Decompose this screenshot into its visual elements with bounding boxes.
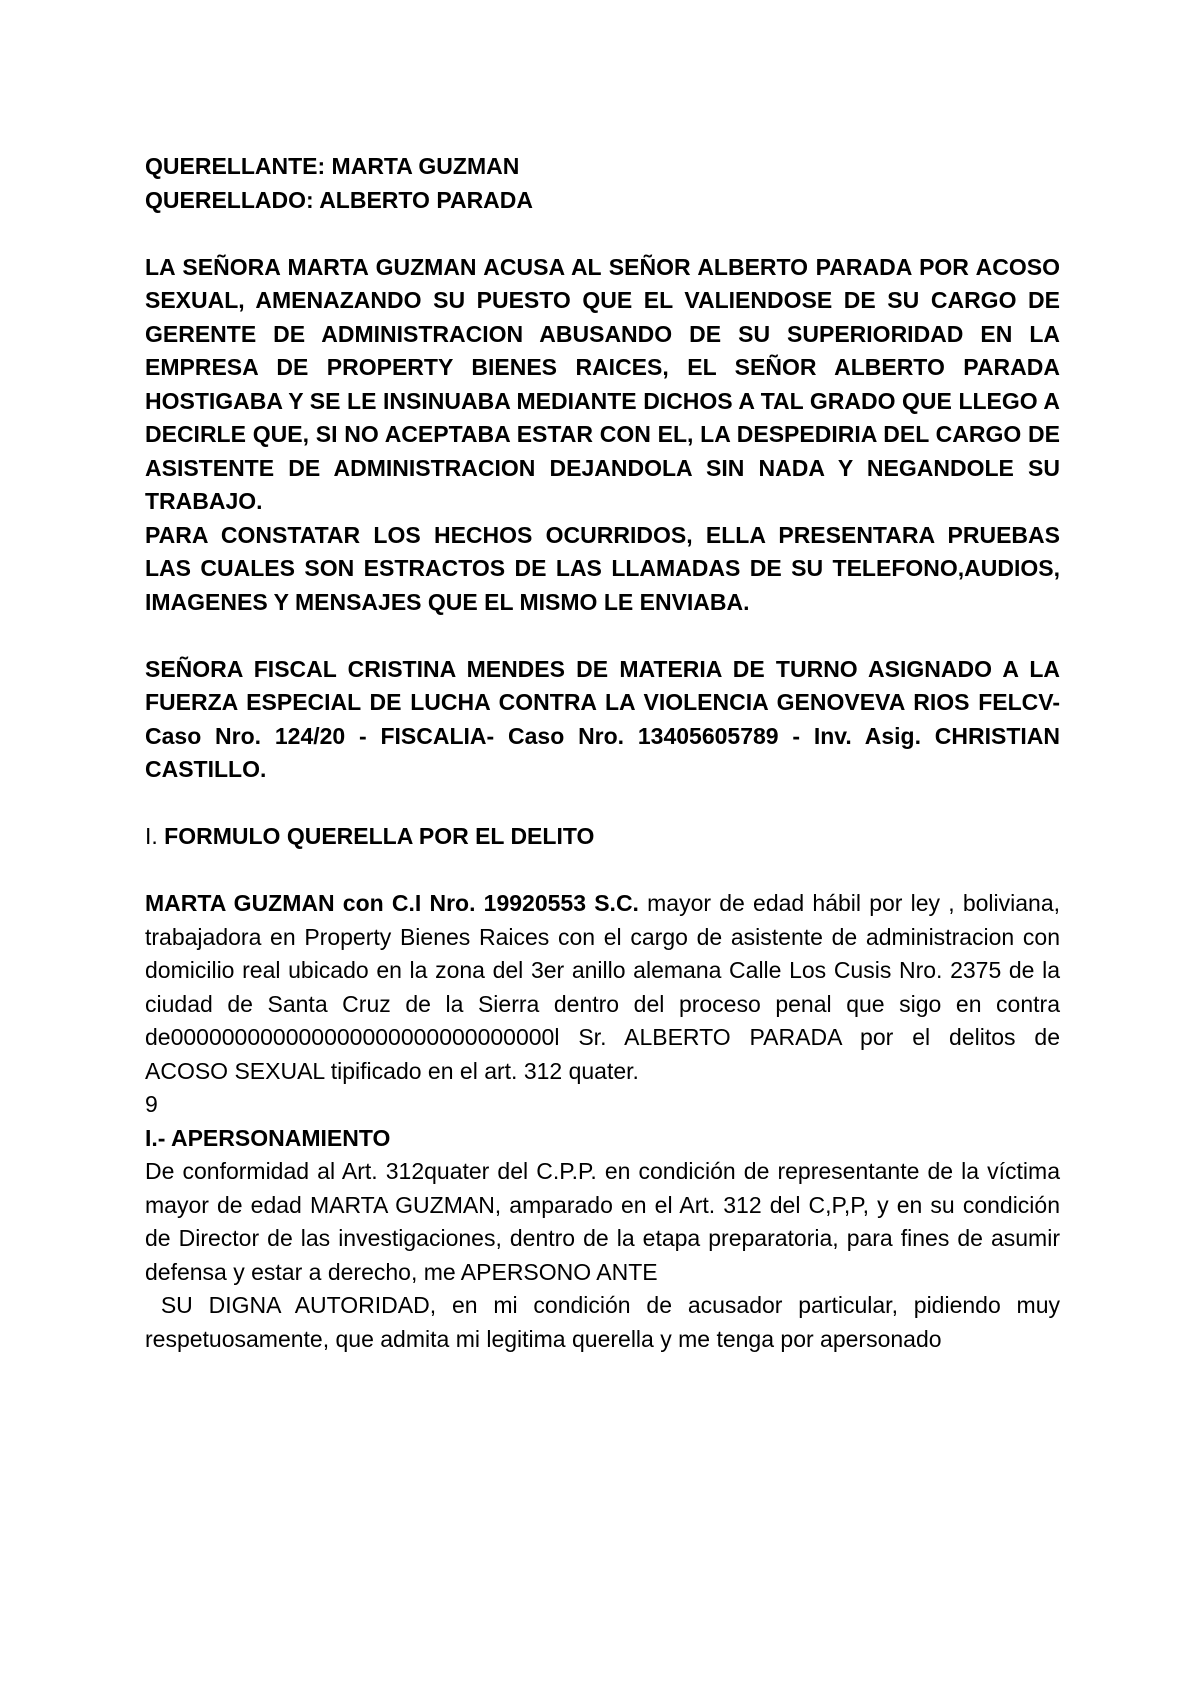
querellado-line: QUERELLADO: ALBERTO PARADA <box>145 186 534 213</box>
spacer <box>145 787 1060 821</box>
page-number: 9 <box>145 1091 158 1117</box>
section-heading-apersonamiento: I.- APERSONAMIENTO <box>145 1124 391 1151</box>
querellante-identification-paragraph <box>145 887 1060 1088</box>
apersonamiento-request-paragraph: SU DIGNA AUTORIDAD, en mi condición de acusador particular, pidiendo muy respetuosamente, que admita mi legitima querella y me tenga por apersonado <box>145 1292 1067 1352</box>
spacer <box>145 619 1060 653</box>
evidence-paragraph: PARA CONSTATAR LOS HECHOS OCURRIDOS, ELLA PRESENTARA PRUEBAS LAS CUALES SON ESTRACTOS DE LAS LLAMADAS DE SU TELEFONO,AUDIOS, IMAGENES Y MENSAJES QUE EL MISMO LE ENVIABA. <box>145 521 1060 615</box>
spacer <box>145 217 1060 251</box>
spacer <box>145 854 1060 888</box>
accusation-paragraph: LA SEÑORA MARTA GUZMAN ACUSA AL SEÑOR ALBERTO PARADA POR ACOSO SEXUAL, AMENAZANDO SU PUESTO QUE EL VALIENDOSE DE SU CARGO DE GERENTE DE ADMINISTRACION ABUSANDO DE SU SUPERIORIDAD EN LA EMPRESA DE PROPERTY BIENES RAICES, EL SEÑOR ALBERTO PARADA HOSTIGABA Y SE LE INSINUABA MEDIANTE DICHOS A TAL GRADO QUE LLEGO A DECIRLE QUE, SI NO ACEPTABA ESTAR CON EL, LA DESPEDIRIA DEL CARGO DE ASISTENTE DE ADMINISTRACION DEJANDOLA SIN NADA Y NEGANDOLE SU TRABAJO. <box>145 253 1060 514</box>
section-title: FORMULO QUERELLA POR EL DELITO <box>157 823 595 849</box>
apersonamiento-paragraph: De conformidad al Art. 312quater del C.P.P. en condición de representante de la víctima mayor de edad MARTA GUZMAN, amparado en el Art. 312 del C,P,P, y en su condición de Director de las investigaciones, dentro de la etapa preparatoria, para fines de asumir defensa y estar a derecho, me APERSONO ANTE <box>145 1158 1060 1285</box>
querellante-identity: MARTA GUZMAN con C.I Nro. 19920553 S.C. <box>145 890 639 916</box>
section-heading-querella <box>145 820 1060 854</box>
document-page <box>145 150 1067 1356</box>
querellante-line: QUERELLANTE: MARTA GUZMAN <box>145 153 520 179</box>
identification-text: mayor de edad hábil por ley , boliviana, trabajadora en Property Bienes Raices con el cargo de asistente de administracion con domicilio real ubicado en la zona del 3er anillo alemana Calle Los Cusis Nro. 2375 de la ciudad de Santa Cruz de la Sierra dentro del proceso penal que sigo en contra de000000000000000000000000000000l Sr. ALBERTO PARADA por el delitos de ACOSO SEXUAL tipificado en el art. 312 quater. <box>145 890 1061 1084</box>
section-numeral: I. <box>145 823 158 849</box>
addressee-paragraph: SEÑORA FISCAL CRISTINA MENDES DE MATERIA DE TURNO ASIGNADO A LA FUERZA ESPECIAL DE LUCHA CONTRA LA VIOLENCIA GENOVEVA RIOS FELCV- Caso Nro. 124/20 - FISCALIA- Caso Nro. 13405605789 - Inv. Asig. CHRISTIAN CASTILLO. <box>145 655 1060 782</box>
